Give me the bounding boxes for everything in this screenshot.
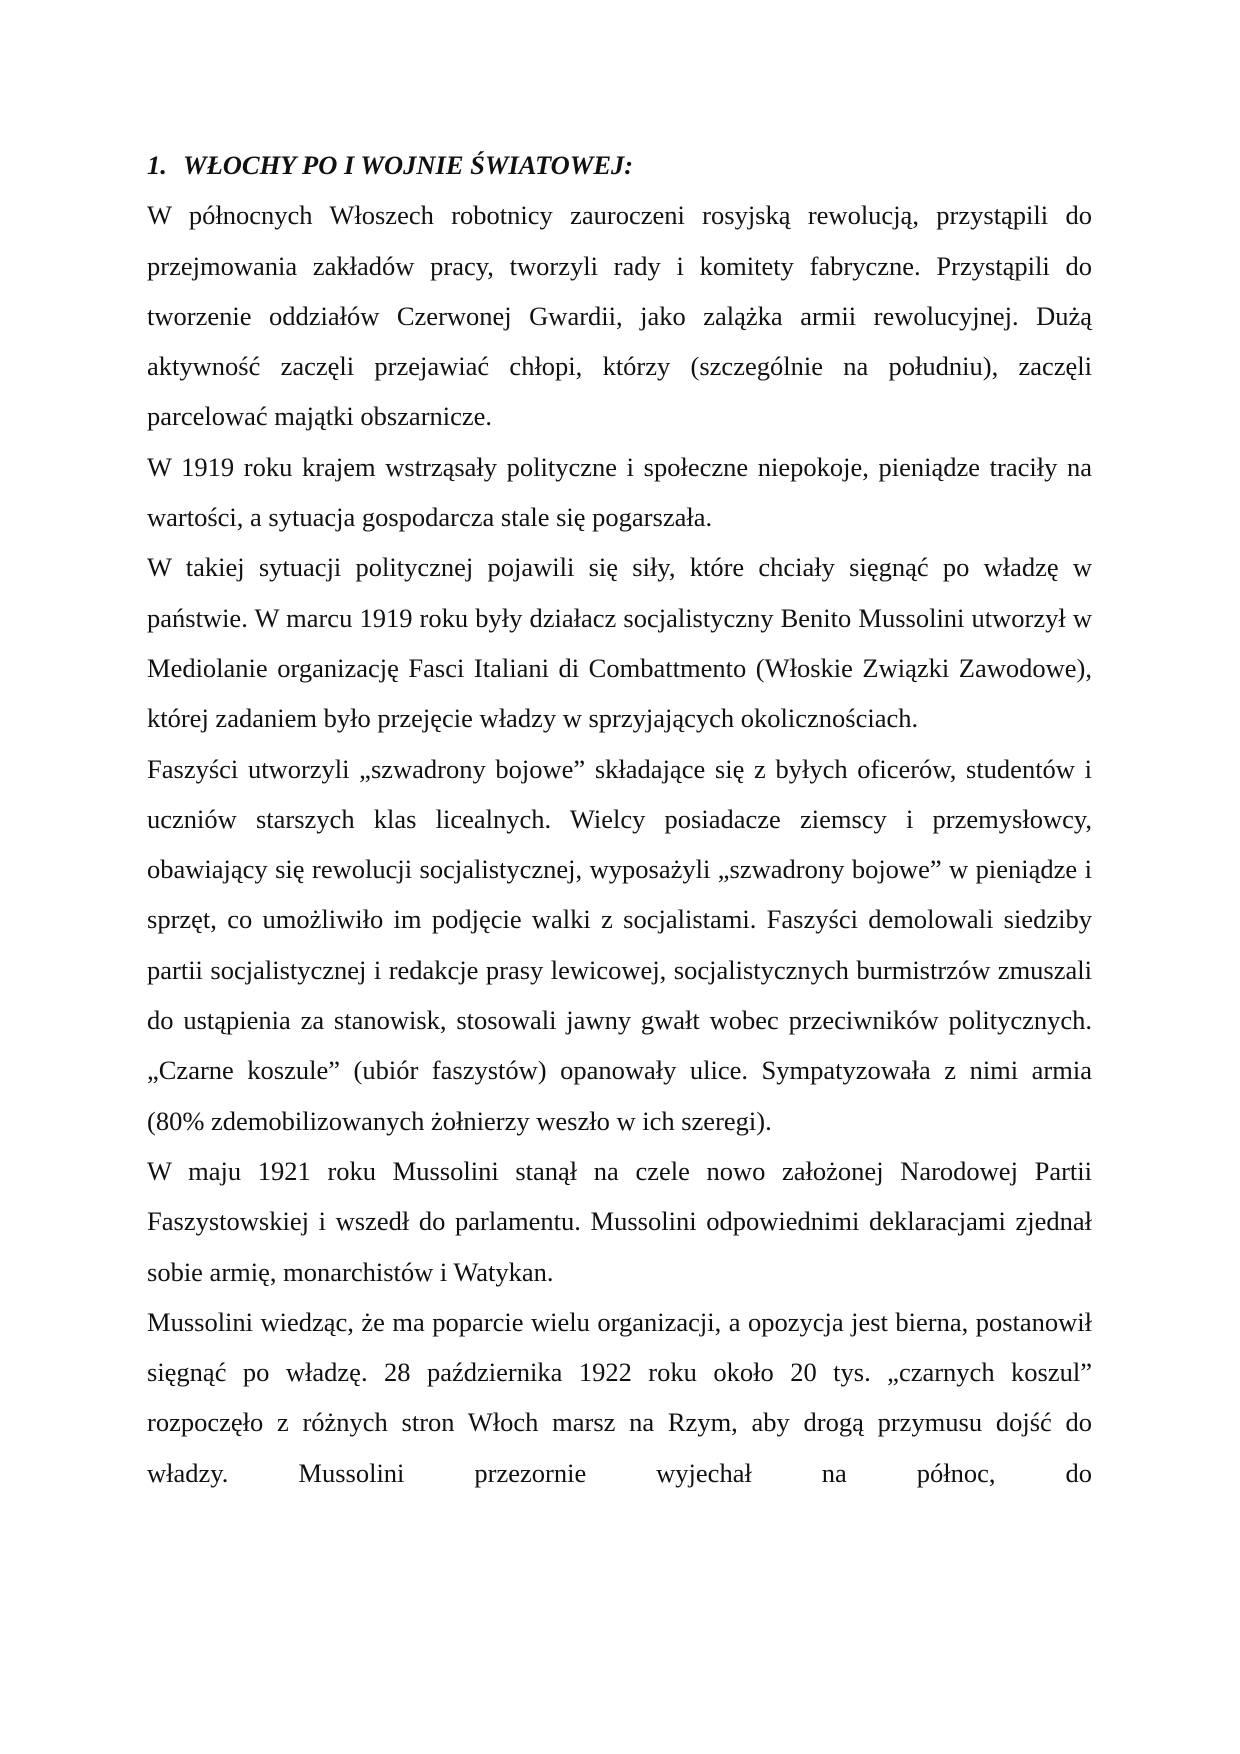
paragraph-unrest-1919: W 1919 roku krajem wstrząsały polityczne i społeczne niepokoje, pieniądze traciły na wartości, a sytuacja gospodarcza stale się pogarszała. [147,451,1092,533]
section-heading [147,140,1092,190]
paragraph-party-1921: W maju 1921 roku Mussolini stanął na czele nowo założonej Narodowej Partii Faszystowskiej i wszedł do parlamentu. Mussolini odpowiednimi deklaracjami zjednał sobie armię, monarchistów i Watykan. [147,1155,1092,1287]
paragraph-squads: Faszyści utworzyli „szwadrony bojowe” składające się z byłych oficerów, studentów i uczniów starszych klas licealnych. Wielcy posiadacze ziemscy i przemysłowcy, obawiający się rewolucji socjalistycznej, wyposażyli „szwadrony bojowe” w pieniądze i sprzęt, co umożliwiło im podjęcie walki z socjalistami. Faszyści demolowali siedziby partii socjalistycznej i redakcje prasy lewicowej, socjalistycznych burmistrzów zmuszali do ustąpienia za stanowisk, stosowali jawny gwałt wobec przeciwników politycznych. „Czarne koszule” (ubiór faszystów) opanowały ulice. Sympatyzowała z nimi armia (80% zdemobilizowanych żołnierzy weszło w ich szeregi). [147,753,1092,1136]
section-title: WŁOCHY PO I WOJNIE ŚWIATOWEJ: [183,150,634,180]
paragraph-revolution: W północnych Włoszech robotnicy zauroczeni rosyjską rewolucją, przystąpili do przejmowania zakładów pracy, tworzyli rady i komitety fabryczne. Przystąpili do tworzenie oddziałów Czerwonej Gwardii, jako zalążka armii rewolucyjnej. Dużą aktywność zaczęli przejawiać chłopi, którzy (szczególnie na południu), zaczęli parcelować majątki obszarnicze. [147,200,1092,432]
paragraph-march-on-rome: Mussolini wiedząc, że ma poparcie wielu organizacji, a opozycja jest bierna, postanowił sięgnąć po władzę. 28 października 1922 roku około 20 tys. „czarnych koszul” rozpoczęło z różnych stron Włoch marsz na Rzym, aby drogą przymusu dojść do władzy. Mussolini przezornie wyjechał na północ, do [147,1306,1092,1488]
paragraph-fasci-founding: W takiej sytuacji politycznej pojawili się siły, które chciały sięgnąć po władzę w państwie. W marcu 1919 roku były działacz socjalistyczny Benito Mussolini utworzył w Mediolanie organizację Fasci Italiani di Combattmento (Włoskie Związki Zawodowe), której zadaniem było przejęcie władzy w sprzyjających okolicznościach. [147,552,1092,734]
document-body [147,140,1092,1498]
section-number: 1. [147,150,167,180]
